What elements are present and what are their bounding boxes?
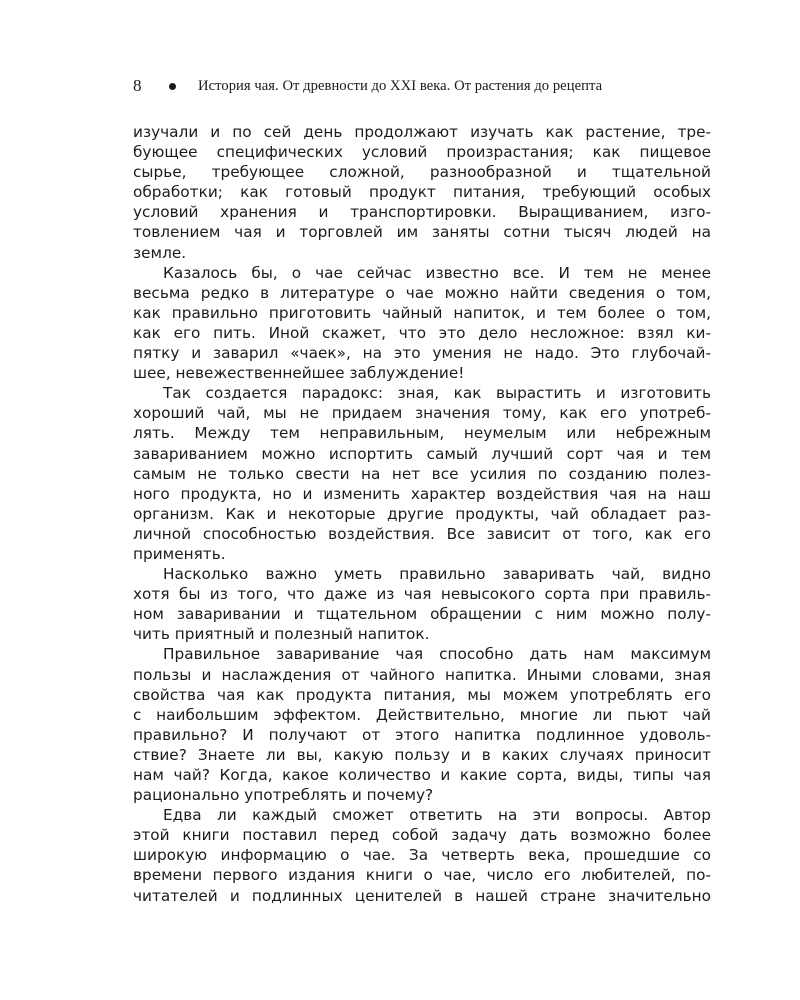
text-line: земле. [133,243,187,262]
text-line: с наибольшим эффектом. Действительно, многие ли пьют чай [133,705,711,724]
text-line: Казалось бы, о чае сейчас известно все. И тем не менее [163,263,711,282]
text-line: читателей и подлинных ценителей в нашей стране значительно [133,886,711,905]
text-line: времени первого издания книги о чае, число его любителей, по- [133,866,711,885]
text-line: нам чай? Когда, какое количество и какие сорта, виды, типы чая [133,766,711,784]
text-line: ствие? Знаете ли вы, какую пользу и в каких случаях приносит [133,745,711,764]
text-line: рационально употреблять и почему? [133,786,434,805]
text-line: Едва ли каждый сможет ответить на эти вопросы. Автор [163,806,711,825]
text-line: хороший чай, мы не придаем значения тому, как его употреб- [133,404,711,423]
text-line: пользы и наслаждения от чайного напитка. Иными словами, зная [133,665,711,684]
text-line: ного продукта, но и изменить характер воздействия чая на наш [133,484,711,503]
text-line: этой книги поставил перед собой задачу дать возможно более [133,826,711,845]
running-header [133,74,713,98]
text-line: бующее специфических условий произрастания; как пищевое [133,143,711,162]
text-line: как его пить. Иной скажет, что это дело несложное: взял ки- [133,323,711,342]
text-line: Насколько важно уметь правильно заваривать чай, видно [163,565,711,584]
text-line: Так создается парадокс: зная, как вырастить и изготовить [163,384,711,403]
text-line: пятку и заварил «чаек», на это умения не надо. Это глубочай- [133,344,711,363]
text-line: чить приятный и полезный напиток. [133,625,430,644]
text-line: свойства чая как продукта питания, мы можем употреблять его [133,685,711,704]
text-line: весьма редко в литературе о чае можно найти сведения о том, [133,283,711,302]
text-line: правильно? И получают от этого напитка подлинное удоволь- [133,725,711,744]
running-title: История чая. От древности до XXI века. От растения до рецепта [198,77,603,94]
text-line: условий хранения и транспортировки. Выращиванием, изго- [133,203,711,222]
text-line: хотя бы из того, что даже из чая невысокого сорта при правиль- [133,585,711,604]
text-line: шее, невежественнейшее заблуждение! [133,364,465,383]
text-line: обработки; как готовый продукт питания, требующий особых [133,183,711,202]
text-line: применять. [133,544,226,563]
text-line: личной способностью воздействия. Все зависит от того, как его [133,524,711,543]
text-line: сырье, требующее сложной, разнообразной и тщательной [133,163,711,182]
text-line: завариванием можно испортить самый лучший сорт чая и тем [133,444,711,463]
text-line: организм. Как и некоторые другие продукты, чай обладает раз- [133,504,711,523]
text-line: товлением чая и торговлей им заняты сотни тысяч людей на [133,223,711,242]
text-line: ном заваривании и тщательном обращении с ним можно полу- [133,605,711,624]
page-number: 8 [133,76,142,95]
text-line: Правильное заваривание чая способно дать нам максимум [163,645,711,664]
text-line: самым не только свести на нет все усилия по созданию полез- [133,464,711,483]
text-line: как правильно приготовить чайный напиток, и тем более о том, [133,303,711,322]
text-line: изучали и по сей день продолжают изучать как растение, тре- [133,123,711,141]
text-line: лять. Между тем неправильным, неумелым или небрежным [133,424,711,443]
bullet-separator-icon [169,83,176,90]
text-line: широкую информацию о чае. За четверть века, прошедшие со [133,846,711,865]
body-text [133,122,711,906]
